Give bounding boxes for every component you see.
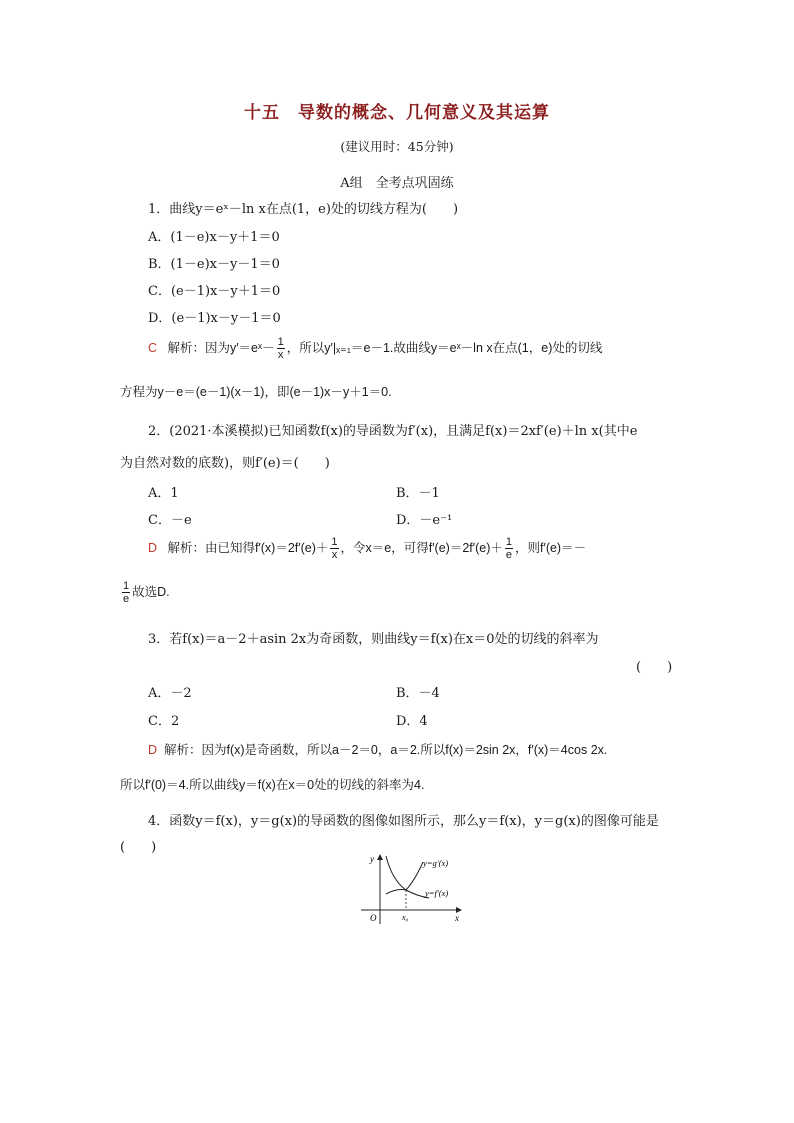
q1-solution-a: 解析：因为y′＝eˣ－ [167, 340, 275, 355]
x-axis-label: x [455, 913, 459, 923]
y-axis-label: y [370, 854, 374, 864]
q2-option-c: C．－e [148, 513, 192, 528]
q2-solution-line2 [120, 580, 170, 605]
q3-solution-line2: 所以f′(0)＝4.所以曲线y＝f(x)在x＝0处的切线的斜率为4. [120, 778, 425, 792]
f-prime-label: y=f′(x) [425, 888, 449, 898]
q1-stem: 1．曲线y＝eˣ－ln x在点(1，e)处的切线方程为( ) [148, 202, 459, 217]
q2-fraction-2: $\frac{1}{e}$ [505, 536, 512, 561]
q2-option-a: A．1 [148, 486, 179, 501]
group-header: A组 全考点巩固练 [340, 176, 454, 191]
q3-paren: ( ) [636, 660, 673, 675]
q2-solution-a: 解析：由已知得f′(x)＝2f′(e)＋ [167, 540, 329, 555]
q3-option-a: A．－2 [148, 686, 192, 701]
q1-fraction: $\frac{1}{x}$ [277, 336, 284, 361]
q1-answer: C [148, 340, 158, 355]
q1-solution-line2: 方程为y－e＝(e－1)(x－1)，即(e－1)x－y＋1＝0. [120, 385, 392, 399]
derivative-graph [355, 850, 470, 928]
q2-solution-d: 故选D. [132, 584, 170, 599]
origin-label: O [370, 913, 377, 923]
q1-option-c: C．(e－1)x－y＋1＝0 [148, 284, 281, 299]
suggested-time: (建议用时：45分钟) [340, 139, 454, 154]
q3-answer: D [148, 743, 158, 757]
q2-option-b: B．－1 [396, 486, 440, 501]
q4-stem-line2: ( ) [120, 840, 157, 855]
page-title: 十五 导数的概念、几何意义及其运算 [244, 103, 550, 123]
q2-fraction-3: $\frac{1}{e}$ [123, 580, 130, 605]
q3-stem: 3．若f(x)＝a－2＋asin 2x为奇函数，则曲线y＝f(x)在x＝0处的切线的斜率为 [148, 632, 599, 647]
q2-fraction-1: $\frac{1}{x}$ [331, 536, 338, 561]
q3-option-d: D．4 [396, 714, 428, 729]
q2-option-d: D．－e⁻¹ [396, 513, 453, 528]
q2-stem-line2: 为自然对数的底数)，则f′(e)＝( ) [120, 456, 330, 471]
q4-stem-line1: 4．函数y＝f(x)，y＝g(x)的导函数的图像如图所示，那么y＝f(x)，y＝g(x)的图像可能是 [148, 814, 659, 829]
q1-solution-line1 [148, 336, 602, 361]
g-prime-label: y=g′(x) [423, 858, 449, 868]
q1-option-d: D．(e－1)x－y－1＝0 [148, 311, 281, 326]
q1-option-a: A．(1－e)x－y＋1＝0 [148, 230, 280, 245]
q3-solution-a: 解析：因为f(x)是奇函数，所以a－2＝0，a＝2.所以f(x)＝2sin 2x，f′(x)＝4cos 2x. [163, 743, 608, 757]
q2-answer: D [148, 540, 158, 555]
q3-solution-line1 [148, 740, 607, 758]
q1-solution-b: ，所以y′|ₓ₌₁＝e－1.故曲线y＝eˣ－ln x在点(1，e)处的切线 [286, 340, 603, 355]
q2-stem-line1: 2．(2021·本溪模拟)已知函数f(x)的导函数为f′(x)，且满足f(x)＝2xf′(e)＋ln x(其中e [148, 424, 638, 439]
q3-option-c: C．2 [148, 714, 180, 729]
q3-option-b: B．－4 [396, 686, 440, 701]
x0-label: x₀ [402, 913, 409, 922]
q2-solution-b: ，令x＝e，可得f′(e)＝2f′(e)＋ [340, 540, 503, 555]
q1-option-b: B．(1－e)x－y－1＝0 [148, 257, 280, 272]
q2-solution-line1 [148, 536, 586, 561]
q2-solution-c: ，则f′(e)＝－ [515, 540, 587, 555]
